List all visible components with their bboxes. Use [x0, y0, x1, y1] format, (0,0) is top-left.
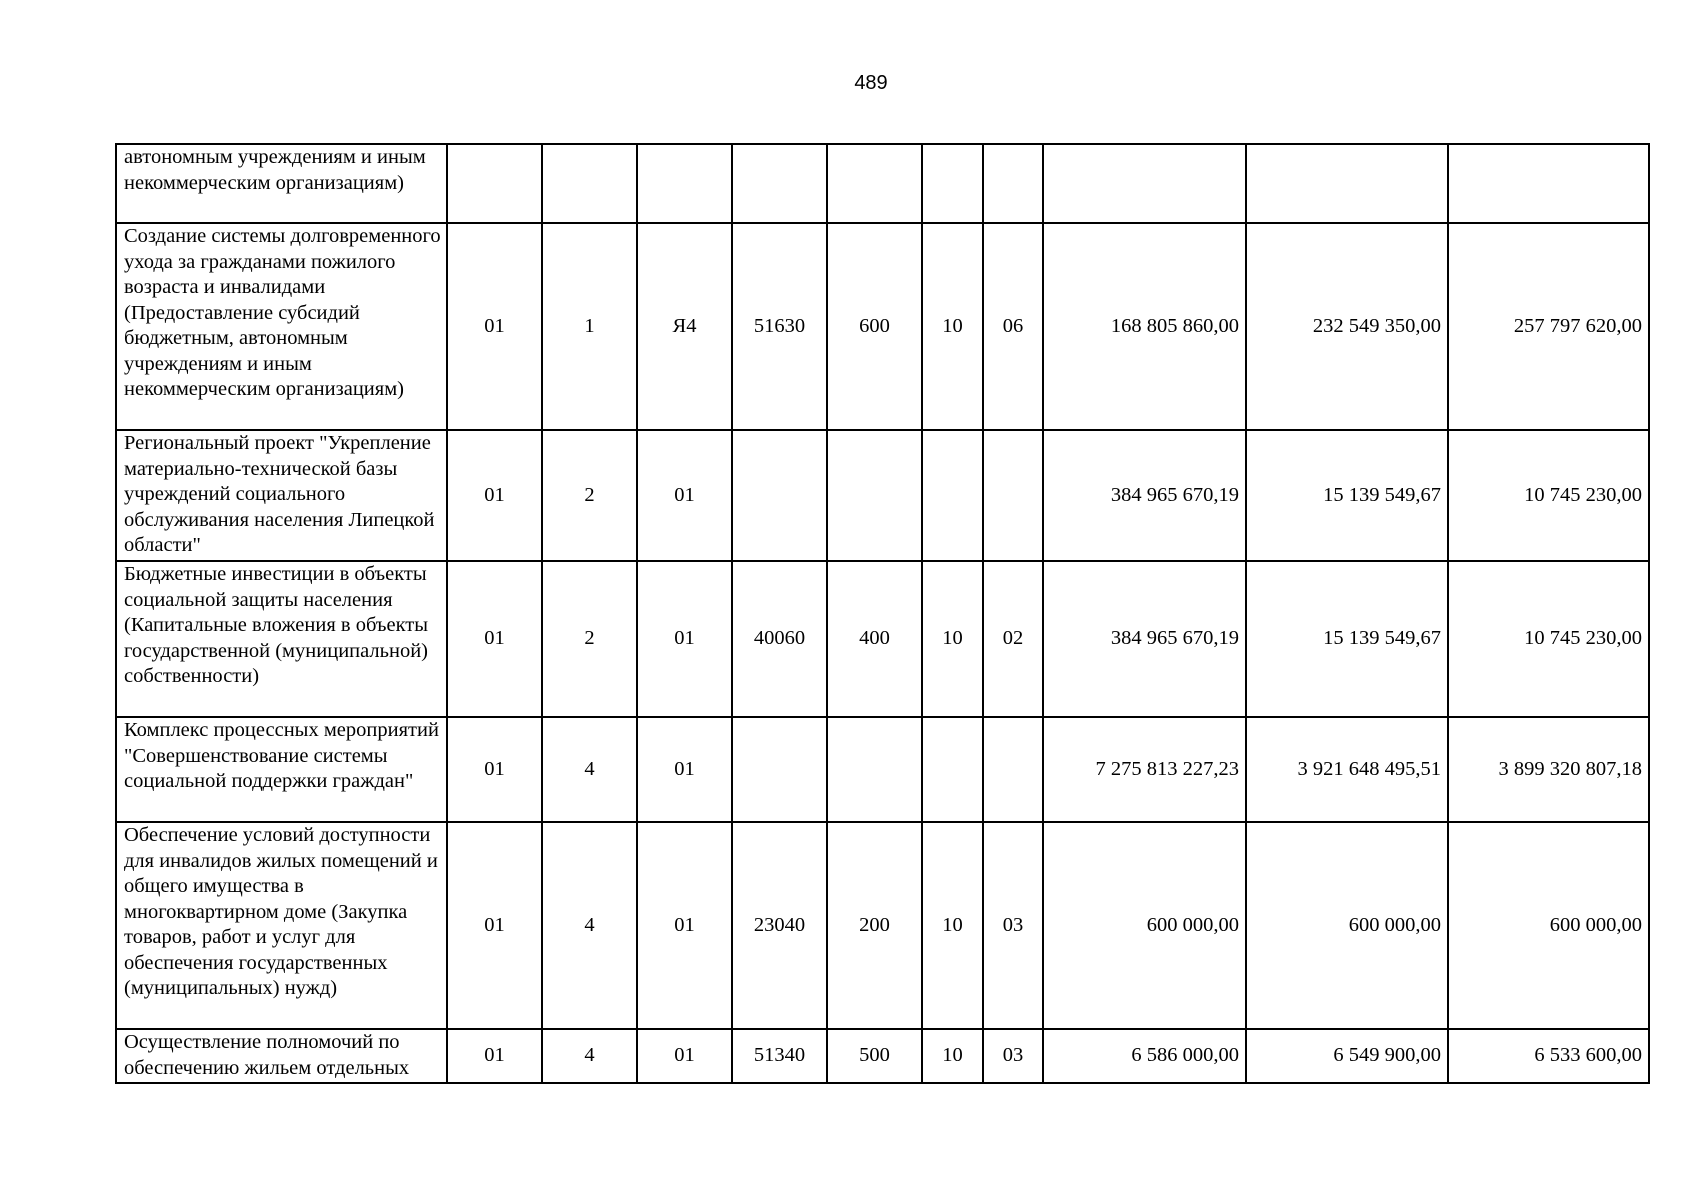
amount-year-2: 15 139 549,67	[1246, 430, 1448, 561]
expense-type-code	[827, 144, 922, 223]
direction-code: 40060	[732, 561, 827, 717]
section-code: 10	[922, 822, 983, 1029]
section-code: 10	[922, 561, 983, 717]
subprogram-code: 4	[542, 1029, 637, 1083]
table-row	[116, 561, 1649, 717]
budget-table	[115, 143, 1650, 1084]
section-code	[922, 717, 983, 822]
subsection-code	[983, 144, 1043, 223]
subprogram-code	[542, 144, 637, 223]
row-name: Комплекс процессных мероприятий "Совершенствование системы социальной поддержки граждан"	[116, 717, 447, 822]
table-row	[116, 822, 1649, 1029]
expense-type-code: 200	[827, 822, 922, 1029]
amount-year-2: 6 549 900,00	[1246, 1029, 1448, 1083]
project-code: 01	[637, 430, 732, 561]
table-row	[116, 144, 1649, 223]
direction-code	[732, 430, 827, 561]
direction-code	[732, 717, 827, 822]
project-code	[637, 144, 732, 223]
row-name: Региональный проект "Укрепление материально-технической базы учреждений социального обслуживания населения Липецкой области"	[116, 430, 447, 561]
program-code: 01	[447, 717, 542, 822]
expense-type-code: 500	[827, 1029, 922, 1083]
subsection-code: 03	[983, 1029, 1043, 1083]
section-code	[922, 144, 983, 223]
program-code: 01	[447, 223, 542, 430]
row-name: автономным учреждениям и иным некоммерческим организациям)	[116, 144, 447, 223]
expense-type-code: 600	[827, 223, 922, 430]
project-code: 01	[637, 822, 732, 1029]
amount-year-2: 15 139 549,67	[1246, 561, 1448, 717]
direction-code	[732, 144, 827, 223]
subprogram-code: 4	[542, 822, 637, 1029]
subprogram-code: 4	[542, 717, 637, 822]
program-code: 01	[447, 822, 542, 1029]
amount-year-1: 6 586 000,00	[1043, 1029, 1246, 1083]
project-code: 01	[637, 1029, 732, 1083]
amount-year-3	[1448, 144, 1649, 223]
subsection-code	[983, 717, 1043, 822]
subprogram-code: 2	[542, 430, 637, 561]
subsection-code: 06	[983, 223, 1043, 430]
direction-code: 23040	[732, 822, 827, 1029]
amount-year-2	[1246, 144, 1448, 223]
amount-year-1: 7 275 813 227,23	[1043, 717, 1246, 822]
amount-year-3: 10 745 230,00	[1448, 561, 1649, 717]
table-row	[116, 223, 1649, 430]
amount-year-3: 6 533 600,00	[1448, 1029, 1649, 1083]
amount-year-1: 600 000,00	[1043, 822, 1246, 1029]
section-code: 10	[922, 1029, 983, 1083]
subsection-code	[983, 430, 1043, 561]
amount-year-2: 232 549 350,00	[1246, 223, 1448, 430]
page-number: 489	[854, 72, 888, 94]
amount-year-3: 3 899 320 807,18	[1448, 717, 1649, 822]
row-name: Осуществление полномочий по обеспечению жильем отдельных	[116, 1029, 447, 1083]
amount-year-2: 600 000,00	[1246, 822, 1448, 1029]
amount-year-1: 384 965 670,19	[1043, 430, 1246, 561]
table-row	[116, 1029, 1649, 1083]
section-code: 10	[922, 223, 983, 430]
table-row	[116, 717, 1649, 822]
amount-year-3: 600 000,00	[1448, 822, 1649, 1029]
amount-year-1: 168 805 860,00	[1043, 223, 1246, 430]
amount-year-1	[1043, 144, 1246, 223]
expense-type-code	[827, 430, 922, 561]
subsection-code: 02	[983, 561, 1043, 717]
subprogram-code: 2	[542, 561, 637, 717]
amount-year-3: 10 745 230,00	[1448, 430, 1649, 561]
subprogram-code: 1	[542, 223, 637, 430]
row-name: Бюджетные инвестиции в объекты социальной защиты населения (Капитальные вложения в объекты государственной (муниципальной) собственности)	[116, 561, 447, 717]
project-code: Я4	[637, 223, 732, 430]
program-code	[447, 144, 542, 223]
direction-code: 51340	[732, 1029, 827, 1083]
amount-year-2: 3 921 648 495,51	[1246, 717, 1448, 822]
amount-year-3: 257 797 620,00	[1448, 223, 1649, 430]
table-row	[116, 430, 1649, 561]
program-code: 01	[447, 1029, 542, 1083]
project-code: 01	[637, 561, 732, 717]
program-code: 01	[447, 430, 542, 561]
expense-type-code: 400	[827, 561, 922, 717]
direction-code: 51630	[732, 223, 827, 430]
row-name: Создание системы долговременного ухода за гражданами пожилого возраста и инвалидами (Предоставление субсидий бюджетным, автономным учреждениям и иным некоммерческим организациям)	[116, 223, 447, 430]
project-code: 01	[637, 717, 732, 822]
expense-type-code	[827, 717, 922, 822]
subsection-code: 03	[983, 822, 1043, 1029]
row-name: Обеспечение условий доступности для инвалидов жилых помещений и общего имущества в многоквартирном доме (Закупка товаров, работ и услуг для обеспечения государственных (муниципальных) нужд)	[116, 822, 447, 1029]
amount-year-1: 384 965 670,19	[1043, 561, 1246, 717]
section-code	[922, 430, 983, 561]
program-code: 01	[447, 561, 542, 717]
